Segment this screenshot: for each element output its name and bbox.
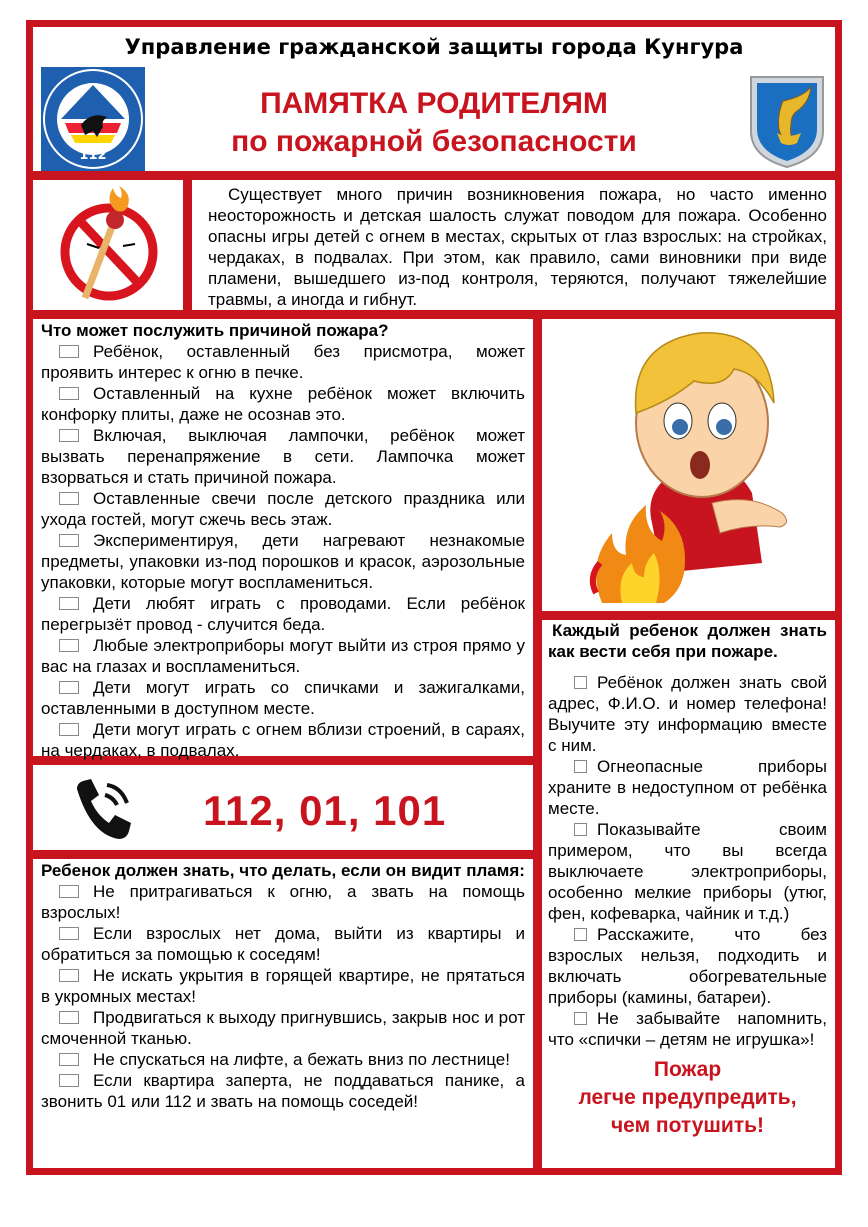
no-matches-panel — [33, 180, 183, 310]
bullet-icon — [59, 927, 79, 940]
child-action-item-1: Не притрагиваться к огню, а звать на помощь взрослых! — [41, 882, 525, 922]
bullet-icon — [59, 534, 79, 547]
parent-tip-item-4: Расскажите, что без взрослых нельзя, подходить и включать обогревательные приборы (камины, батареи). — [548, 925, 827, 1007]
fire-prevention-slogan — [548, 1056, 827, 1140]
bullet-icon — [59, 429, 79, 442]
svg-text:112: 112 — [79, 148, 107, 163]
every-child-heading: Каждый ребенок должен знать как вести себя при пожаре. — [548, 621, 827, 661]
page-frame — [26, 20, 842, 1175]
bullet-icon — [59, 1074, 79, 1087]
bullet-icon — [59, 492, 79, 505]
emergency-service-emblem-icon — [41, 67, 145, 171]
organization-name: Управление гражданской защиты города Кунгура — [124, 35, 744, 59]
cause-item-5: Экспериментируя, дети нагревают незнакомые предметы, упаковки из-под порошков и красок, аэрозольные упаковки, которые могут воспламениться. — [41, 531, 525, 592]
intro-text: Существует много причин возникновения пожара, но часто именно неосторожность и детская шалость служат поводом для пожара. Особенно опасны игры детей с огнем в местах, скрытых от глаз взрослых: на стройках, чердаках, в подвалах. При этом, как правило, сами виновники при виде пламени, вышедшего из-под контроля, теряются, получают тяжелейшие травмы, а иногда и гибнут. — [208, 185, 827, 309]
child-action-item-3: Не искать укрытия в горящей квартире, не прятаться в укромных местах! — [41, 966, 525, 1006]
cause-item-2: Оставленный на кухне ребёнок может включить конфорку плиты, даже не осознав это. — [41, 384, 525, 424]
child-actions-panel — [33, 859, 533, 1168]
child-action-item-2: Если взрослых нет дома, выйти из квартиры и обратиться за помощью к соседям! — [41, 924, 525, 964]
bullet-icon — [59, 1011, 79, 1024]
parent-tip-item-2: Огнеопасные приборы храните в недоступном от ребёнка месте. — [548, 757, 827, 818]
child-action-item-6: Если квартира заперта, не поддаваться панике, а звонить 01 или 112 и звать на помощь соседей! — [41, 1071, 525, 1111]
bullet-icon — [59, 387, 79, 400]
slogan-line3: чем потушить! — [610, 1114, 765, 1137]
bullet-icon — [574, 676, 587, 689]
emergency-phones-panel — [33, 765, 533, 850]
memo-title — [183, 85, 685, 161]
parent-tip-item-5: Не забывайте напомнить, что «спички – детям не игрушка»! — [548, 1009, 827, 1049]
cause-item-3: Включая, выключая лампочки, ребёнок может вызвать перенапряжение в сети. Лампочка может взорваться и стать причиной пожара. — [41, 426, 525, 487]
bullet-icon — [574, 928, 587, 941]
frightened-child-with-fire-illustration — [582, 323, 802, 607]
bullet-icon — [574, 760, 587, 773]
memo-title-line1: ПАМЯТКА РОДИТЕЛЯМ — [260, 87, 608, 120]
parent-tip-item-3: Показывайте своим примером, что вы всегда выключаете электроприборы, особенно мелкие приборы (утюг, фен, кофеварка, чайник и т.д.) — [548, 820, 827, 923]
memo-title-line2: по пожарной безопасности — [231, 125, 637, 158]
fire-causes-heading: Что может послужить причиной пожара? — [41, 321, 389, 340]
bullet-icon — [59, 597, 79, 610]
cause-item-9: Дети могут играть с огнем вблизи строений, в сараях, на чердаках, в подвалах. — [41, 720, 525, 760]
child-action-item-4: Продвигаться к выходу пригнувшись, закрыв нос и рот смоченной тканью. — [41, 1008, 525, 1048]
bullet-icon — [59, 969, 79, 982]
bullet-icon — [59, 681, 79, 694]
slogan-line1: Пожар — [653, 1058, 722, 1081]
child-actions-heading: Ребенок должен знать, что делать, если он видит пламя: — [41, 861, 525, 880]
cause-item-1: Ребёнок, оставленный без присмотра, может проявить интерес к огню в печке. — [41, 342, 525, 382]
bullet-icon — [59, 639, 79, 652]
intro-panel — [192, 180, 835, 310]
no-playing-with-matches-icon — [53, 186, 165, 304]
phone-ringing-icon — [71, 779, 133, 841]
emergency-phone-numbers: 112, 01, 101 — [203, 787, 447, 834]
child-illustration-panel — [542, 319, 835, 611]
bullet-icon — [574, 823, 587, 836]
bullet-icon — [59, 345, 79, 358]
fire-causes-panel — [33, 319, 533, 760]
child-action-item-5: Не спускаться на лифте, а бежать вниз по лестнице! — [41, 1049, 525, 1070]
cause-item-6: Дети любят играть с проводами. Если ребёнок перегрызёт провод - случится беда. — [41, 594, 525, 634]
header-panel — [33, 27, 835, 171]
cause-item-8: Дети могут играть со спичками и зажигалками, оставленными в доступном месте. — [41, 678, 525, 718]
cause-item-4: Оставленные свечи после детского праздника или ухода гостей, могут сжечь весь этаж. — [41, 489, 525, 529]
bullet-icon — [59, 723, 79, 736]
kungur-coat-of-arms-icon — [747, 71, 827, 169]
bullet-icon — [59, 1053, 79, 1066]
bullet-icon — [574, 1012, 587, 1025]
parent-tip-item-1: Ребёнок должен знать свой адрес, Ф.И.О. и номер телефона! Выучите эту информацию вместе с ним. — [548, 673, 827, 755]
cause-item-7: Любые электроприборы могут выйти из строя прямо у вас на глазах и воспламениться. — [41, 636, 525, 676]
bullet-icon — [59, 885, 79, 898]
slogan-line2: легче предупредить, — [578, 1086, 797, 1109]
every-child-panel — [542, 620, 835, 1168]
